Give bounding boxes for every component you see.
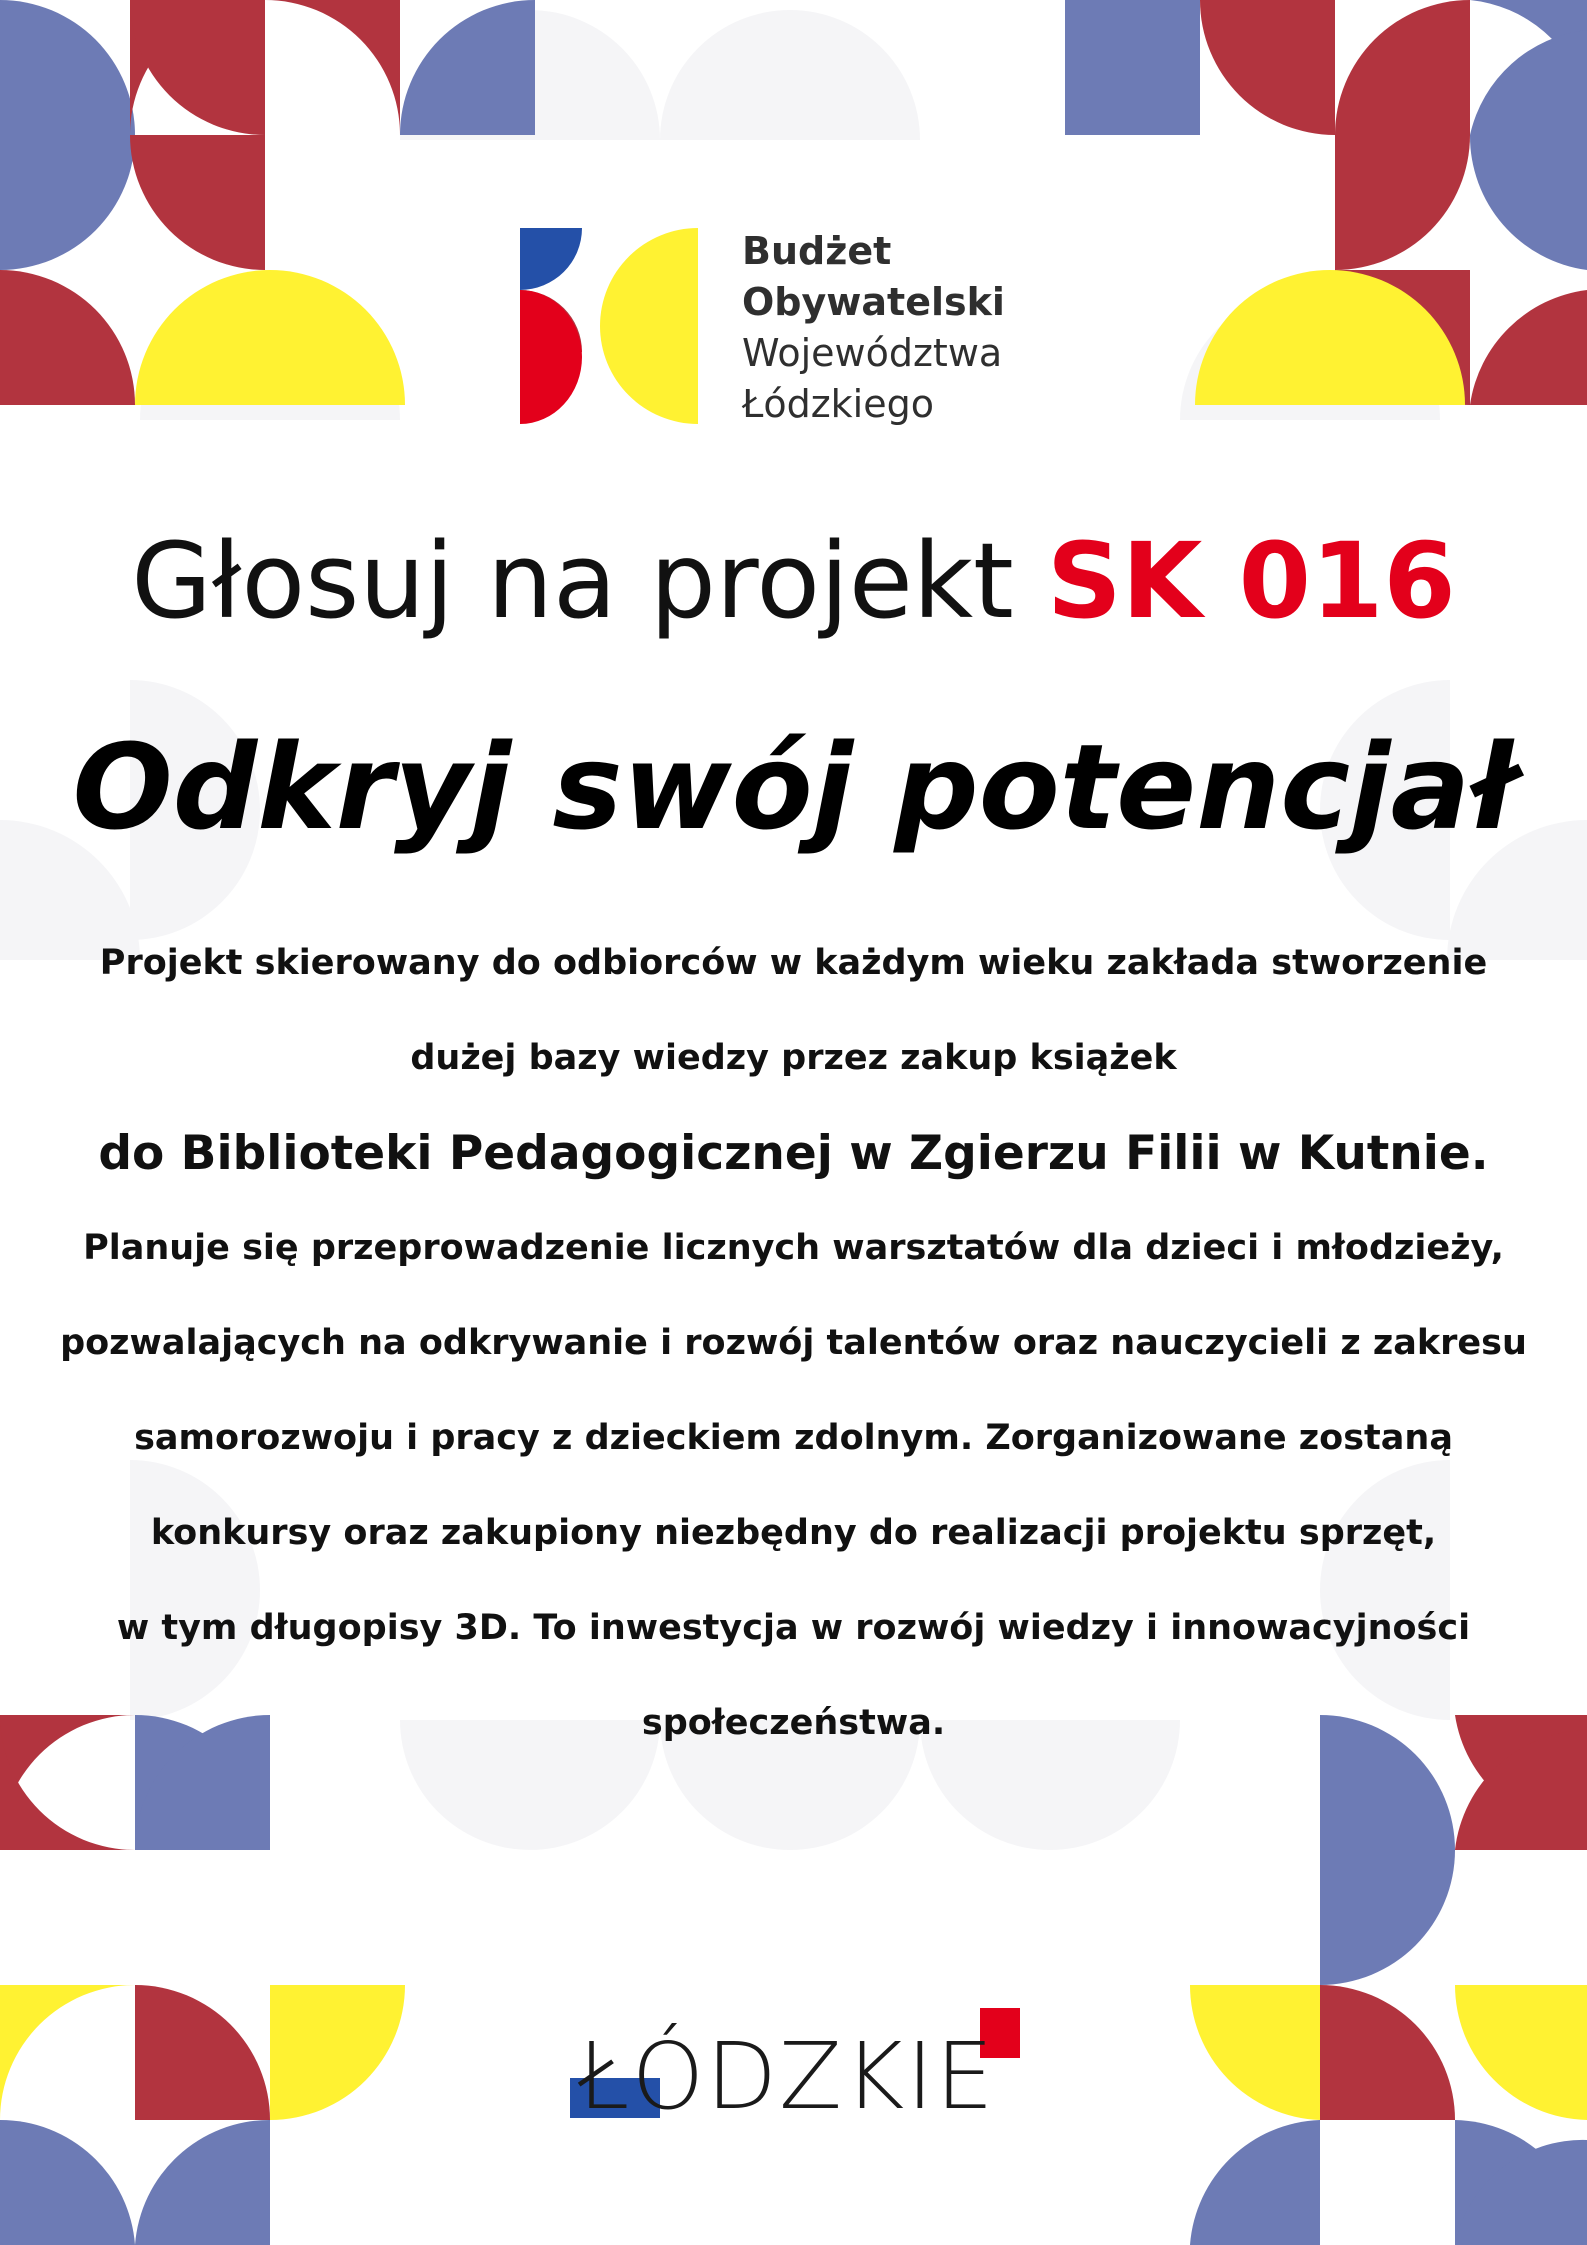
body-line: dużej bazy wiedzy przez zakup książek: [410, 1038, 1177, 1078]
slogan: Odkryj swój potencjał: [72, 718, 1515, 856]
project-code: SK 016: [1046, 520, 1456, 642]
body-line: pozwalających na odkrywanie i rozwój talentów oraz nauczycieli z zakresu: [60, 1323, 1527, 1363]
top-right-shapes: [1065, 0, 1587, 405]
body-text: [0, 916, 1587, 1771]
body-line: konkursy oraz zakupiony niezbędny do realizacji projektu sprzęt,: [150, 1513, 1437, 1553]
body-line-highlight: do Biblioteki Pedagogicznej w Zgierzu Filii w Kutnie.: [98, 1126, 1489, 1181]
body-line: samorozwoju i pracy z dzieckiem zdolnym. Zorganizowane zostaną: [134, 1418, 1453, 1458]
lodzkie-logo-icon: [570, 2008, 1020, 2118]
logo-line-wojewodztwa: Województwa: [742, 331, 1003, 375]
body-line: społeczeństwa.: [641, 1703, 946, 1743]
body-line: Projekt skierowany do odbiorców w każdym wieku zakłada stworzenie: [99, 943, 1488, 983]
logo-line-budzet: Budżet: [742, 229, 892, 273]
headline-prefix: Głosuj na projekt: [131, 520, 1014, 642]
lodzkie-logo-text: ŁÓDZKIE: [578, 2023, 996, 2118]
top-left-shapes: [0, 0, 535, 405]
headline: [0, 520, 1587, 642]
budzet-obywatelski-logo-icon: [520, 228, 720, 424]
body-line: w tym długopisy 3D. To inwestycja w rozwój wiedzy i innowacyjności: [116, 1608, 1471, 1648]
logo-line-lodzkiego: Łódzkiego: [742, 382, 934, 426]
top-logo-text: [742, 226, 1005, 430]
logo-line-obywatelski: Obywatelski: [742, 280, 1005, 324]
bottom-right-shapes: [1190, 1715, 1587, 2245]
body-line: Planuje się przeprowadzenie licznych warsztatów dla dzieci i młodzieży,: [83, 1228, 1504, 1268]
bottom-left-shapes: [0, 1715, 405, 2245]
